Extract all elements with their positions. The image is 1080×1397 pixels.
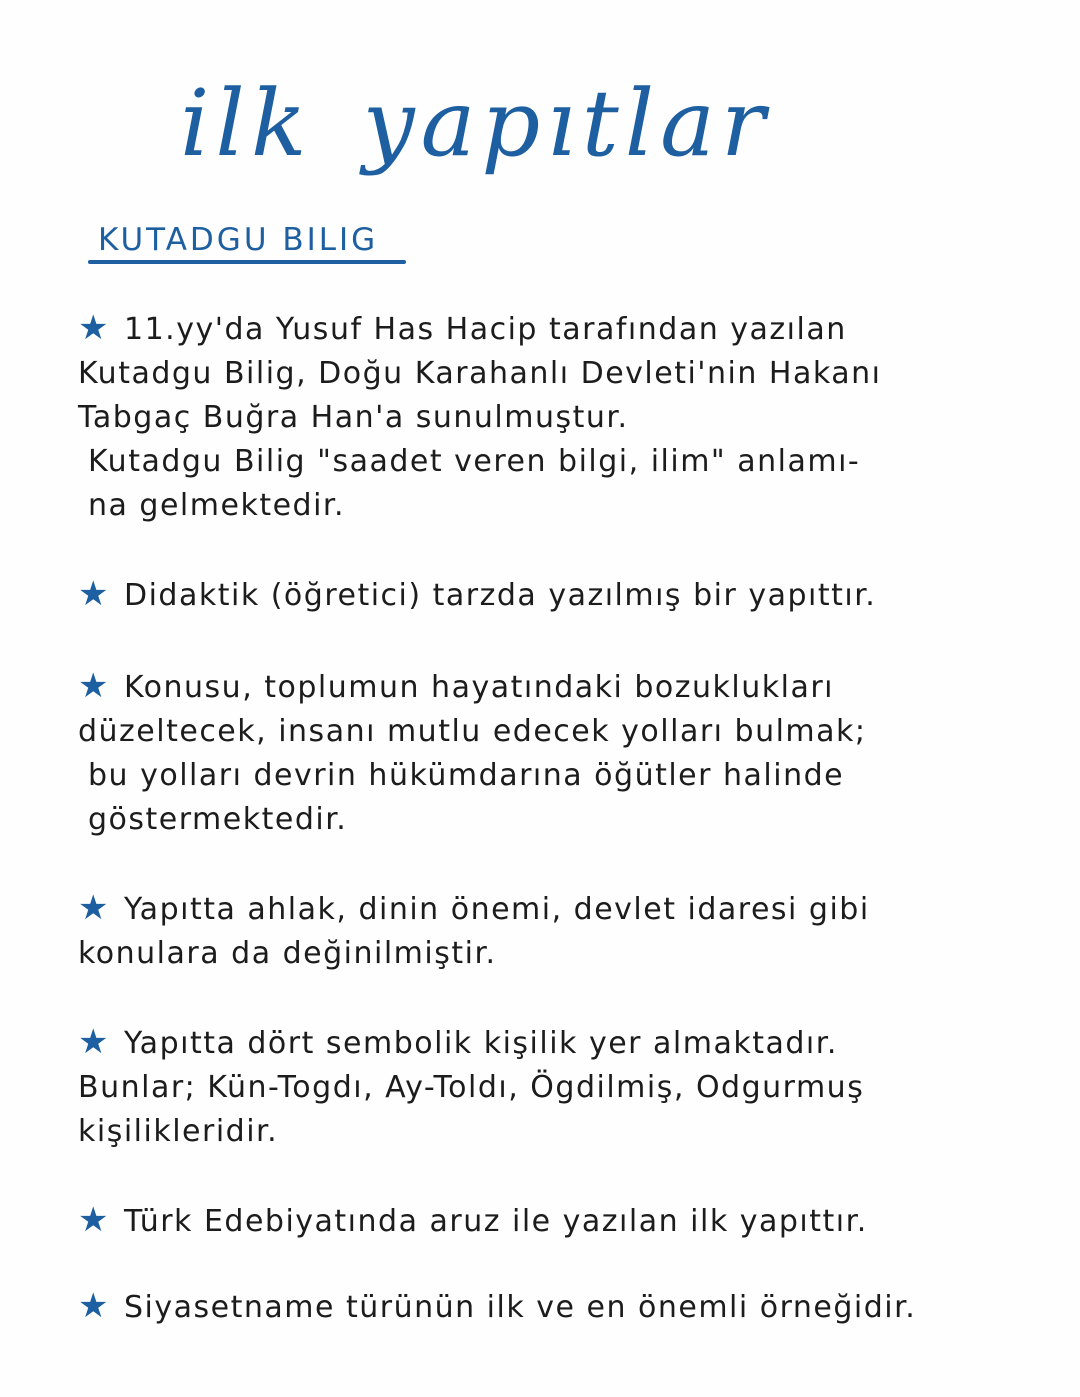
title-word-yapitlar: yapıtlar	[362, 70, 771, 177]
bullet-item	[78, 1284, 1038, 1330]
page-title	[180, 70, 771, 177]
bullet-line: ★ Didaktik (öğretici) tarzda yazılmış bir yapıttır.	[78, 574, 877, 614]
bullet-line: kişilikleridir.	[78, 1114, 279, 1149]
section-heading: KUTADGU BILIG	[98, 222, 379, 258]
bullet-line: na gelmektedir.	[88, 488, 346, 523]
title-word-ilk: ilk	[180, 70, 313, 177]
star-icon: ★	[78, 1286, 110, 1326]
bullet-line: Kutadgu Bilig, Doğu Karahanlı Devleti'nin Hakanı	[78, 356, 882, 391]
bullet-item	[78, 886, 1038, 976]
star-icon: ★	[78, 308, 110, 348]
bullet-item	[78, 1198, 1038, 1244]
bullet-line: konulara da değinilmiştir.	[78, 936, 497, 971]
bullet-line: düzeltecek, insanı mutlu edecek yolları bulmak;	[78, 714, 867, 749]
star-icon: ★	[78, 888, 110, 928]
bullet-item	[78, 664, 1038, 842]
star-icon: ★	[78, 1200, 110, 1240]
bullet-line: ★ Yapıtta dört sembolik kişilik yer almaktadır.	[78, 1022, 838, 1062]
bullet-line: göstermektedir.	[88, 802, 348, 837]
bullet-line: ★ Yapıtta ahlak, dinin önemi, devlet idaresi gibi	[78, 888, 870, 928]
bullet-line: ★ 11.yy'da Yusuf Has Hacip tarafından yazılan	[78, 308, 847, 348]
star-icon: ★	[78, 574, 110, 614]
bullet-item	[78, 306, 1038, 528]
bullet-line: ★ Türk Edebiyatında aruz ile yazılan ilk yapıttır.	[78, 1200, 868, 1240]
bullet-item	[78, 1020, 1038, 1154]
heading-underline	[88, 260, 406, 264]
bullet-item	[78, 572, 1038, 618]
star-icon: ★	[78, 666, 110, 706]
bullet-line: ★ Konusu, toplumun hayatındaki bozuklukları	[78, 666, 835, 706]
star-icon: ★	[78, 1022, 110, 1062]
bullet-line: Bunlar; Kün-Togdı, Ay-Toldı, Ögdilmiş, Odgurmuş	[78, 1070, 865, 1105]
bullet-line: ★ Siyasetname türünün ilk ve en önemli örneğidir.	[78, 1286, 917, 1326]
bullet-line: bu yolları devrin hükümdarına öğütler halinde	[88, 758, 845, 793]
bullet-line: Tabgaç Buğra Han'a sunulmuştur.	[78, 400, 629, 435]
bullet-line: Kutadgu Bilig "saadet veren bilgi, ilim" anlamı-	[88, 444, 861, 479]
